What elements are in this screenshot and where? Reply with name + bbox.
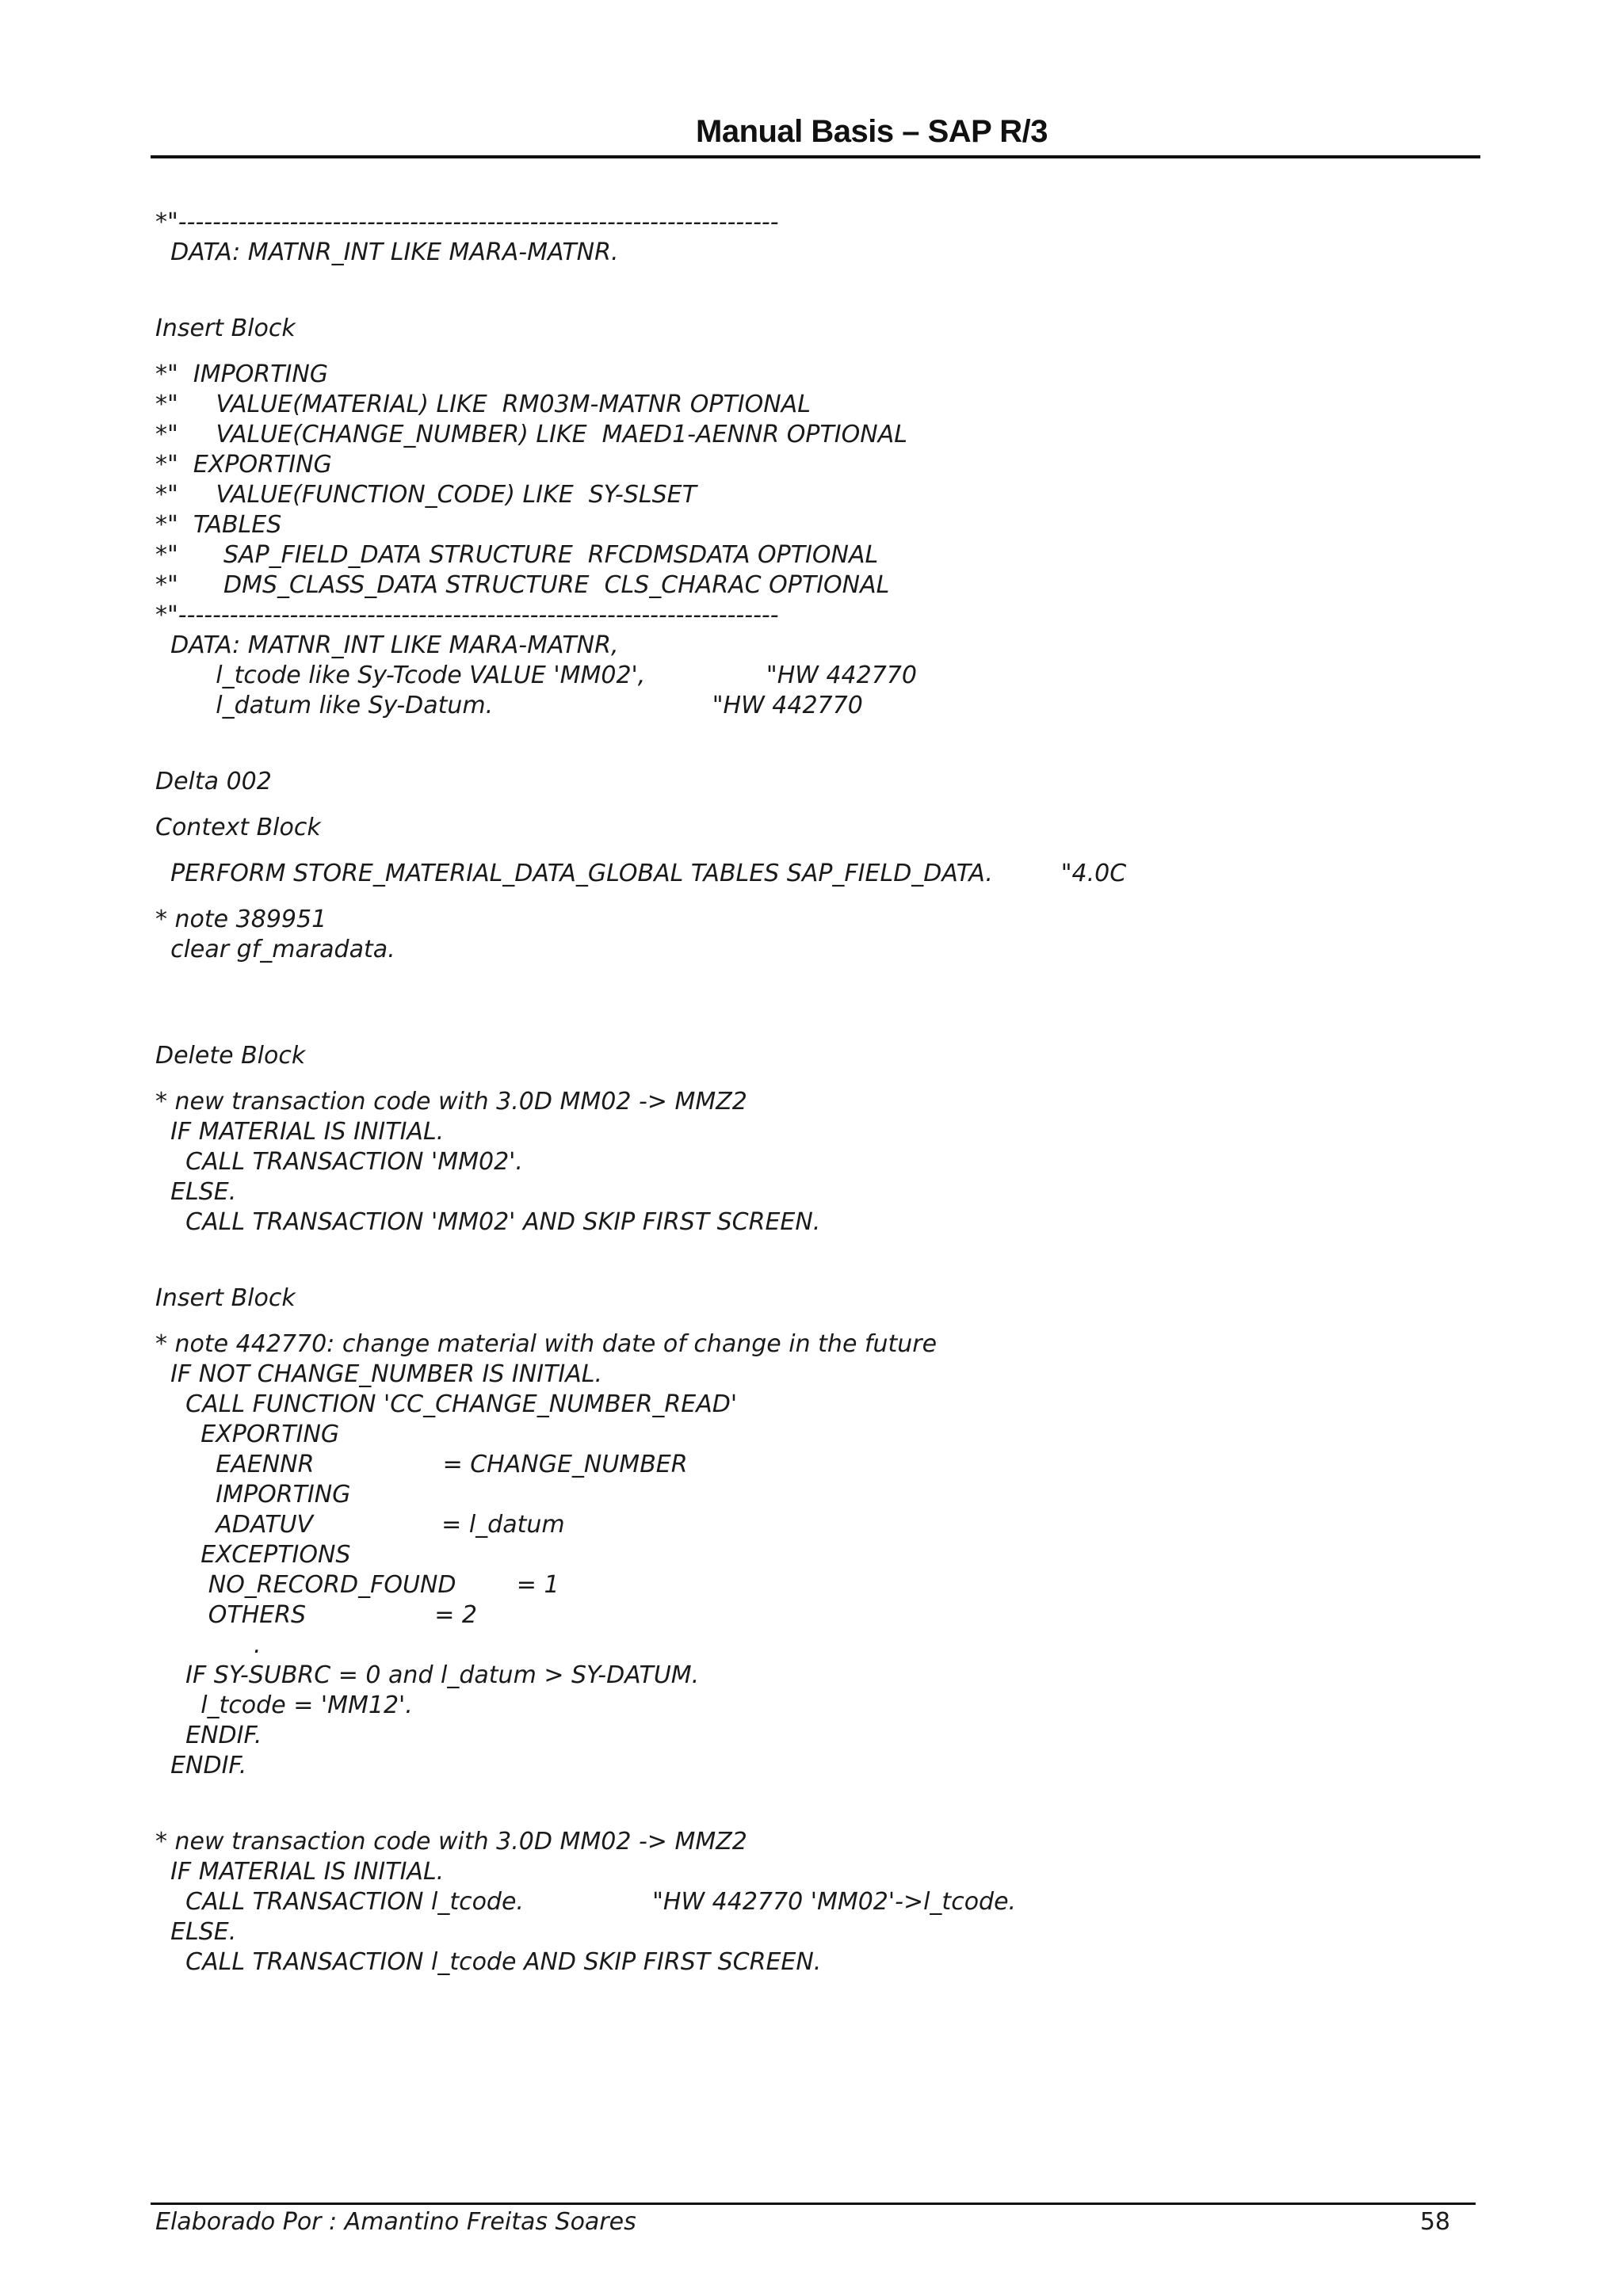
code-line: IMPORTING: [155, 1481, 351, 1508]
code-line: *" IMPORTING: [155, 360, 329, 388]
code-line: * new transaction code with 3.0D MM02 -> MMZ2: [155, 1828, 747, 1855]
code-block: [155, 208, 1487, 268]
spacer: [155, 889, 1487, 905]
code-line: ADATUV = l_datum: [155, 1511, 565, 1539]
code-line: IF SY-SUBRC = 0 and l_datum > SY-DATUM.: [155, 1661, 700, 1689]
spacer: [155, 1071, 1487, 1087]
spacer: [155, 344, 1487, 360]
code-line: .: [155, 1631, 262, 1659]
page-title: Manual Basis – SAP R/3: [696, 114, 1048, 149]
code-line: *"----------------------------------------------------------------------: [155, 601, 779, 629]
footer-author: Elaborado Por : Amantino Freitas Soares: [155, 2208, 636, 2236]
header-rule: [151, 155, 1480, 158]
spacer: [155, 1238, 1487, 1283]
code-line: NO_RECORD_FOUND = 1: [155, 1571, 559, 1599]
code-line: DATA: MATNR_INT LIKE MARA-MATNR.: [155, 238, 619, 266]
code-line: *" TABLES: [155, 511, 282, 539]
spacer: [155, 268, 1487, 314]
code-block: [155, 905, 1487, 965]
spacer: [155, 797, 1487, 813]
code-line: IF NOT CHANGE_NUMBER IS INITIAL.: [155, 1360, 603, 1388]
section-label: Insert Block: [155, 315, 296, 342]
code-line: ELSE.: [155, 1178, 237, 1206]
section-label: Insert Block: [155, 1284, 296, 1312]
code-line: CALL FUNCTION 'CC_CHANGE_NUMBER_READ': [155, 1390, 738, 1418]
code-line: *" EXPORTING: [155, 451, 332, 479]
code-line: l_tcode like Sy-Tcode VALUE 'MM02', "HW 442770: [155, 662, 917, 689]
code-line: clear gf_maradata.: [155, 936, 395, 963]
code-line: *" DMS_CLASS_DATA STRUCTURE CLS_CHARAC OPTIONAL: [155, 571, 890, 599]
code-line: EXCEPTIONS: [155, 1541, 351, 1569]
code-line: *"----------------------------------------------------------------------: [155, 208, 779, 236]
code-line: CALL TRANSACTION 'MM02'.: [155, 1148, 523, 1176]
section-label: Delete Block: [155, 1042, 306, 1070]
section-label: Delta 002: [155, 768, 272, 795]
code-line: CALL TRANSACTION l_tcode AND SKIP FIRST SCREEN.: [155, 1948, 822, 1976]
footer-rule: [151, 2203, 1476, 2205]
code-block: [155, 1329, 1487, 1781]
spacer: [155, 965, 1487, 1041]
document-body: [155, 208, 1487, 1978]
code-line: CALL TRANSACTION l_tcode. "HW 442770 'MM02'->l_tcode.: [155, 1888, 1017, 1916]
code-line: OTHERS = 2: [155, 1601, 477, 1629]
code-line: IF MATERIAL IS INITIAL.: [155, 1858, 445, 1886]
code-line: DATA: MATNR_INT LIKE MARA-MATNR,: [155, 631, 619, 659]
code-line: PERFORM STORE_MATERIAL_DATA_GLOBAL TABLES SAP_FIELD_DATA. "4.0C: [155, 860, 1127, 887]
code-line: l_datum like Sy-Datum. "HW 442770: [155, 692, 863, 719]
code-block: [155, 360, 1487, 721]
code-line: *" VALUE(FUNCTION_CODE) LIKE SY-SLSET: [155, 481, 697, 509]
code-line: *" VALUE(MATERIAL) LIKE RM03M-MATNR OPTIONAL: [155, 391, 811, 418]
code-block: [155, 859, 1487, 889]
code-line: EAENNR = CHANGE_NUMBER: [155, 1451, 688, 1478]
code-line: l_tcode = 'MM12'.: [155, 1691, 413, 1719]
code-line: IF MATERIAL IS INITIAL.: [155, 1118, 445, 1146]
code-line: ELSE.: [155, 1918, 237, 1946]
code-block: [155, 1827, 1487, 1978]
code-line: * new transaction code with 3.0D MM02 -> MMZ2: [155, 1088, 747, 1116]
code-line: * note 389951: [155, 906, 327, 933]
spacer: [155, 1314, 1487, 1329]
code-line: *" SAP_FIELD_DATA STRUCTURE RFCDMSDATA OPTIONAL: [155, 541, 879, 569]
code-line: ENDIF.: [155, 1722, 262, 1749]
spacer: [155, 843, 1487, 859]
code-line: ENDIF.: [155, 1752, 247, 1779]
code-block: [155, 1087, 1487, 1238]
code-line: *" VALUE(CHANGE_NUMBER) LIKE MAED1-AENNR OPTIONAL: [155, 421, 907, 448]
spacer: [155, 1781, 1487, 1827]
code-line: EXPORTING: [155, 1421, 340, 1448]
page-number: 58: [1419, 2208, 1450, 2236]
section-label: Context Block: [155, 814, 321, 841]
code-line: * note 442770: change material with date of change in the future: [155, 1330, 938, 1358]
spacer: [155, 721, 1487, 767]
code-line: CALL TRANSACTION 'MM02' AND SKIP FIRST SCREEN.: [155, 1208, 821, 1236]
